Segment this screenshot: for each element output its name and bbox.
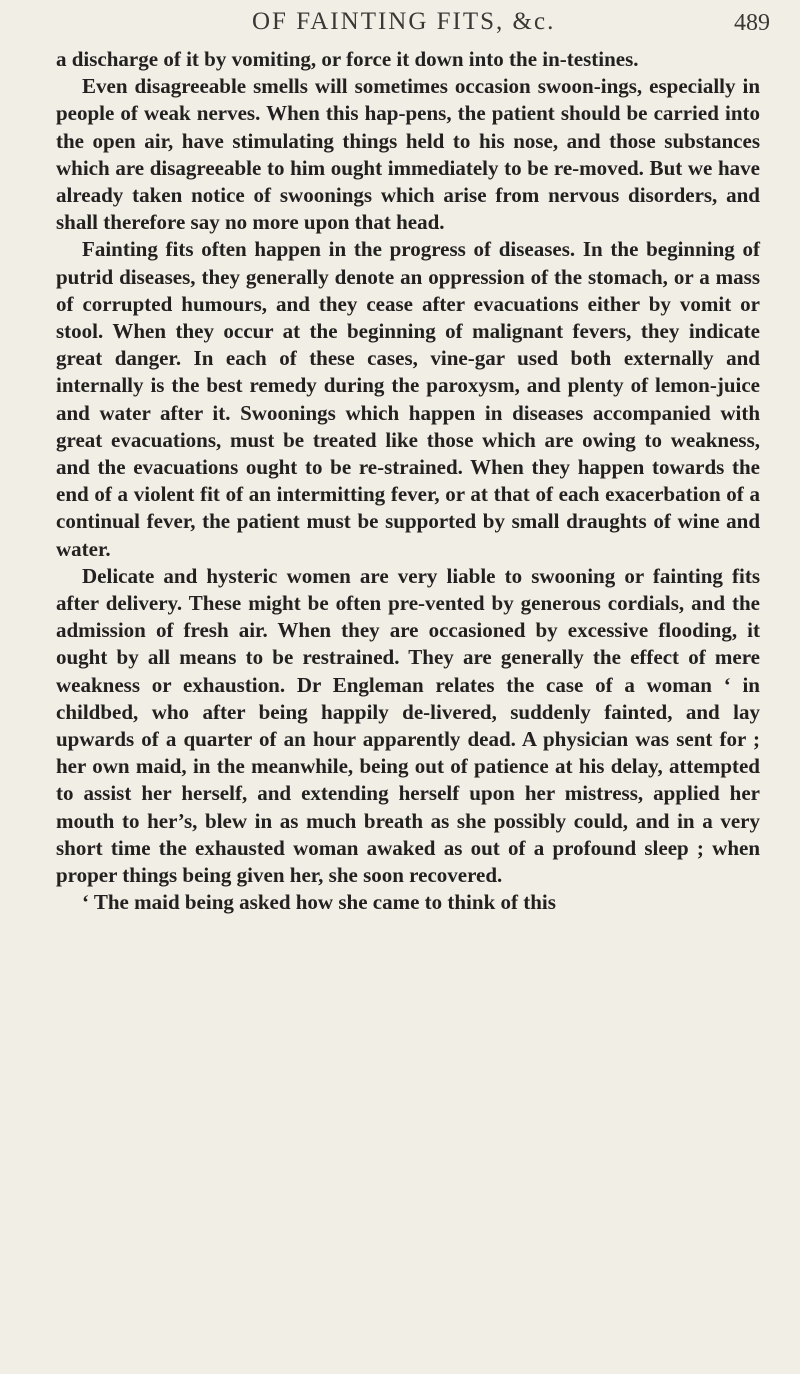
paragraph-continued: a discharge of it by vomiting, or force it down into the in-testines. [56,47,639,71]
paragraph-maid-quote: ‘ The maid being asked how she came to think of this [82,890,556,915]
paragraph-fainting-in-diseases: Fainting fits often happen in the progress of diseases. In the beginning of putrid diseases, they generally denote an oppression of the stomach, or a mass of corrupted humours, and they cease after evacuations either by vomit or stool. When they occur at the beginning of malignant fevers, they indicate great danger. In each of these cases, vine-gar used both externally and internally is the best remedy during the paroxysm, and plenty of lemon-juice and water after it. Swoonings which happen in diseases accompanied with great evacuations, must be treated like those which are owing to weakness, and the evacuations ought to be re-strained. When they happen towards the end of a violent fit of an intermitting fever, or at that of each exacerbation of a continual fever, the patient must be supported by small draughts of wine and water. [56,237,760,561]
paragraph-delivery-fainting: Delicate and hysteric women are very liable to swooning or fainting fits after delivery. These might be often pre-vented by generous cordials, and the admission of fresh air. When they are occasioned by excessive flooding, it ought by all means to be restrained. They are generally the effect of mere weakness or exhaustion. Dr Engleman relates the case of a woman ‘ in childbed, who after being happily de-livered, suddenly fainted, and lay upwards of a quarter of an hour apparently dead. A physician was sent for ; her own maid, in the meanwhile, being out of patience at his delay, attempted to assist her herself, and extending herself upon her mistress, applied her mouth to her’s, blew in as much breath as she possibly could, and in a very short time the exhausted woman awaked as out of a profound sleep ; when proper things being given her, she soon recovered. [56,563,760,888]
running-title: OF FAINTING FITS, &c. [252,8,556,35]
page-header [0,6,800,40]
body-text [56,46,760,917]
page-number: 489 [734,10,770,36]
paragraph-disagreeable-smells: Even disagreeable smells will sometimes occasion swoon-ings, especially in people of weak nerves. When this hap-pens, the patient should be carried into the open air, have stimulating things held to his nose, and those substances which are disagreeable to him ought immediately to be re-moved. But we have already taken notice of swoonings which arise from nervous disorders, and shall therefore say no more upon that head. [56,74,760,235]
